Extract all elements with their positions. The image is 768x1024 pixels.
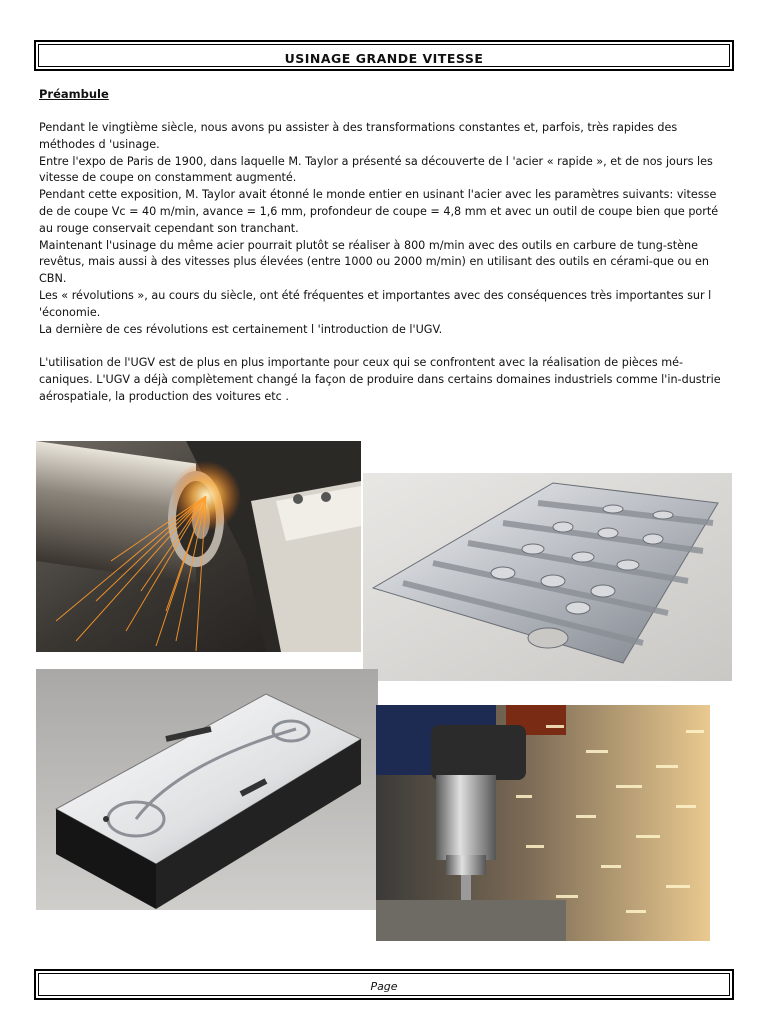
paragraph: La dernière de ces révolutions est certainement l 'introduction de l'UGV.: [39, 322, 443, 336]
paragraph: Les « révolutions », au cours du siècle, ont été fréquentes et importantes avec des conséquences très importantes sur l 'économie.: [39, 288, 712, 319]
body-text: [39, 120, 729, 406]
paragraph: Pendant cette exposition, M. Taylor avait étonné le monde entier en usinant l'acier avec les paramètres suivants: vitesse de de coupe Vc = 40 m/min, avance = 1,6 mm, profondeur de coupe = 4,8 mm et avec un outil de coupe bien que porté au rouge conservait cependant son tranchant.: [39, 188, 719, 235]
page-title: USINAGE GRANDE VITESSE: [284, 51, 484, 66]
title-box: [34, 40, 734, 71]
page-footer-label: Page: [370, 980, 398, 993]
footer-box: [34, 969, 734, 1000]
lathe-sparks-photo: [36, 441, 361, 652]
milling-sparks-photo: [376, 705, 710, 941]
section-heading: Préambule: [39, 87, 109, 101]
paragraph: Pendant le vingtième siècle, nous avons pu assister à des transformations constantes et, parfois, très rapides des méthodes d 'usinage.: [39, 121, 678, 151]
paragraph: Maintenant l'usinage du même acier pourrait plutôt se réaliser à 800 m/min avec des outils en carbure de tung-stène revêtus, mais aussi à des vitesses plus élevées (entre 1000 ou 2000 m/min) en utilisant des outils en cérami-que ou en CBN.: [39, 238, 709, 286]
paragraph: Entre l'expo de Paris de 1900, dans laquelle M. Taylor a présenté sa découverte de l 'acier « rapide », et de nos jours les vitesse de coupe on constamment augmenté.: [39, 154, 713, 185]
mould-block-photo: [36, 669, 378, 910]
paragraph: L'utilisation de l'UGV est de plus en plus importante pour ceux qui se confrontent avec la réalisation de pièces mé-caniques. L'UGV a déjà complètement changé la façon de produire dans certains domaines industriels comme l'in-dustrie aérospatiale, la production des voitures etc .: [39, 356, 721, 403]
aluminium-part-photo: [363, 473, 732, 681]
